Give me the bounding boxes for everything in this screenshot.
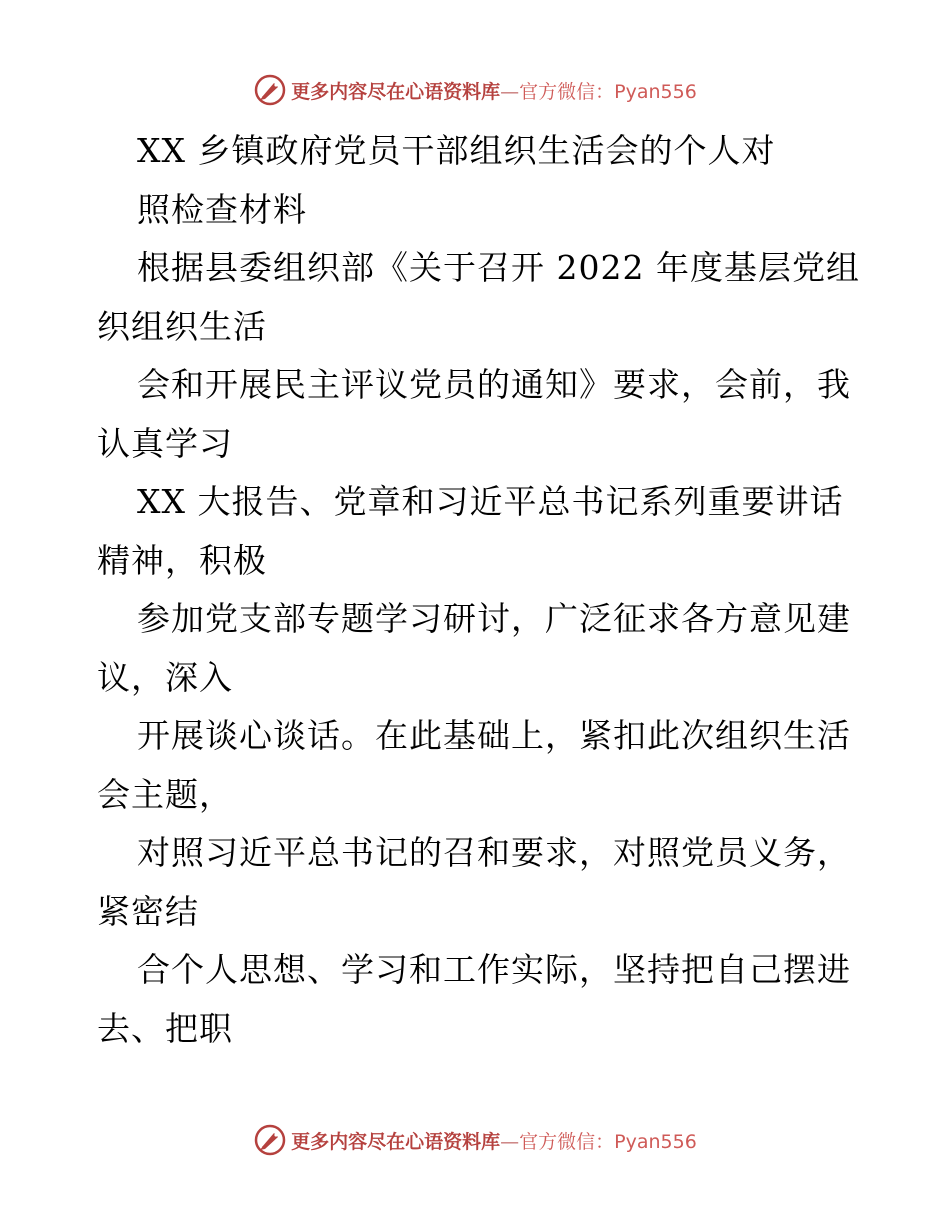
pen-nib-logo-icon — [253, 73, 287, 107]
document-line: XX 大报告、党章和习近平总书记系列重要讲话 — [137, 482, 844, 521]
document-line: 织组织生活 — [97, 306, 267, 346]
document-line: 紧密结 — [97, 891, 199, 931]
document-line: 认真学习 — [97, 423, 233, 463]
watermark-contact-text: 官方微信：Pyan556 — [519, 1130, 697, 1153]
document-line: 会和开展民主评议党员的通知》要求，会前，我 — [137, 365, 851, 404]
watermark-text — [291, 77, 697, 104]
document-line: 议，深入 — [97, 657, 233, 697]
header-watermark — [0, 70, 950, 110]
document-line: 根据县委组织部《关于召开 2022 年度基层党组 — [137, 248, 860, 287]
document-line: 合个人思想、学习和工作实际，坚持把自己摆进 — [137, 950, 851, 989]
watermark-dash: — — [500, 1130, 520, 1153]
document-line: 开展谈心谈话。在此基础上，紧扣此次组织生活 — [137, 716, 851, 755]
watermark-dash: — — [500, 80, 520, 103]
document-line: 去、把职 — [97, 1008, 233, 1048]
pen-nib-logo-icon — [253, 1123, 287, 1157]
watermark-contact-text: 官方微信：Pyan556 — [519, 80, 697, 103]
document-line: XX 乡镇政府党员干部组织生活会的个人对 — [137, 131, 776, 170]
footer-watermark — [0, 1120, 950, 1160]
document-line: 精神，积极 — [97, 540, 267, 580]
document-line: 对照习近平总书记的召和要求，对照党员义务， — [137, 833, 851, 872]
watermark-text — [291, 1127, 697, 1154]
document-line: 会主题， — [97, 774, 233, 814]
watermark-main-text: 更多内容尽在心语资料库 — [291, 1130, 501, 1153]
watermark-main-text: 更多内容尽在心语资料库 — [291, 80, 501, 103]
document-body — [97, 122, 860, 1058]
document-line: 照检查材料 — [137, 189, 307, 229]
document-line: 参加党支部专题学习研讨，广泛征求各方意见建 — [137, 599, 851, 638]
